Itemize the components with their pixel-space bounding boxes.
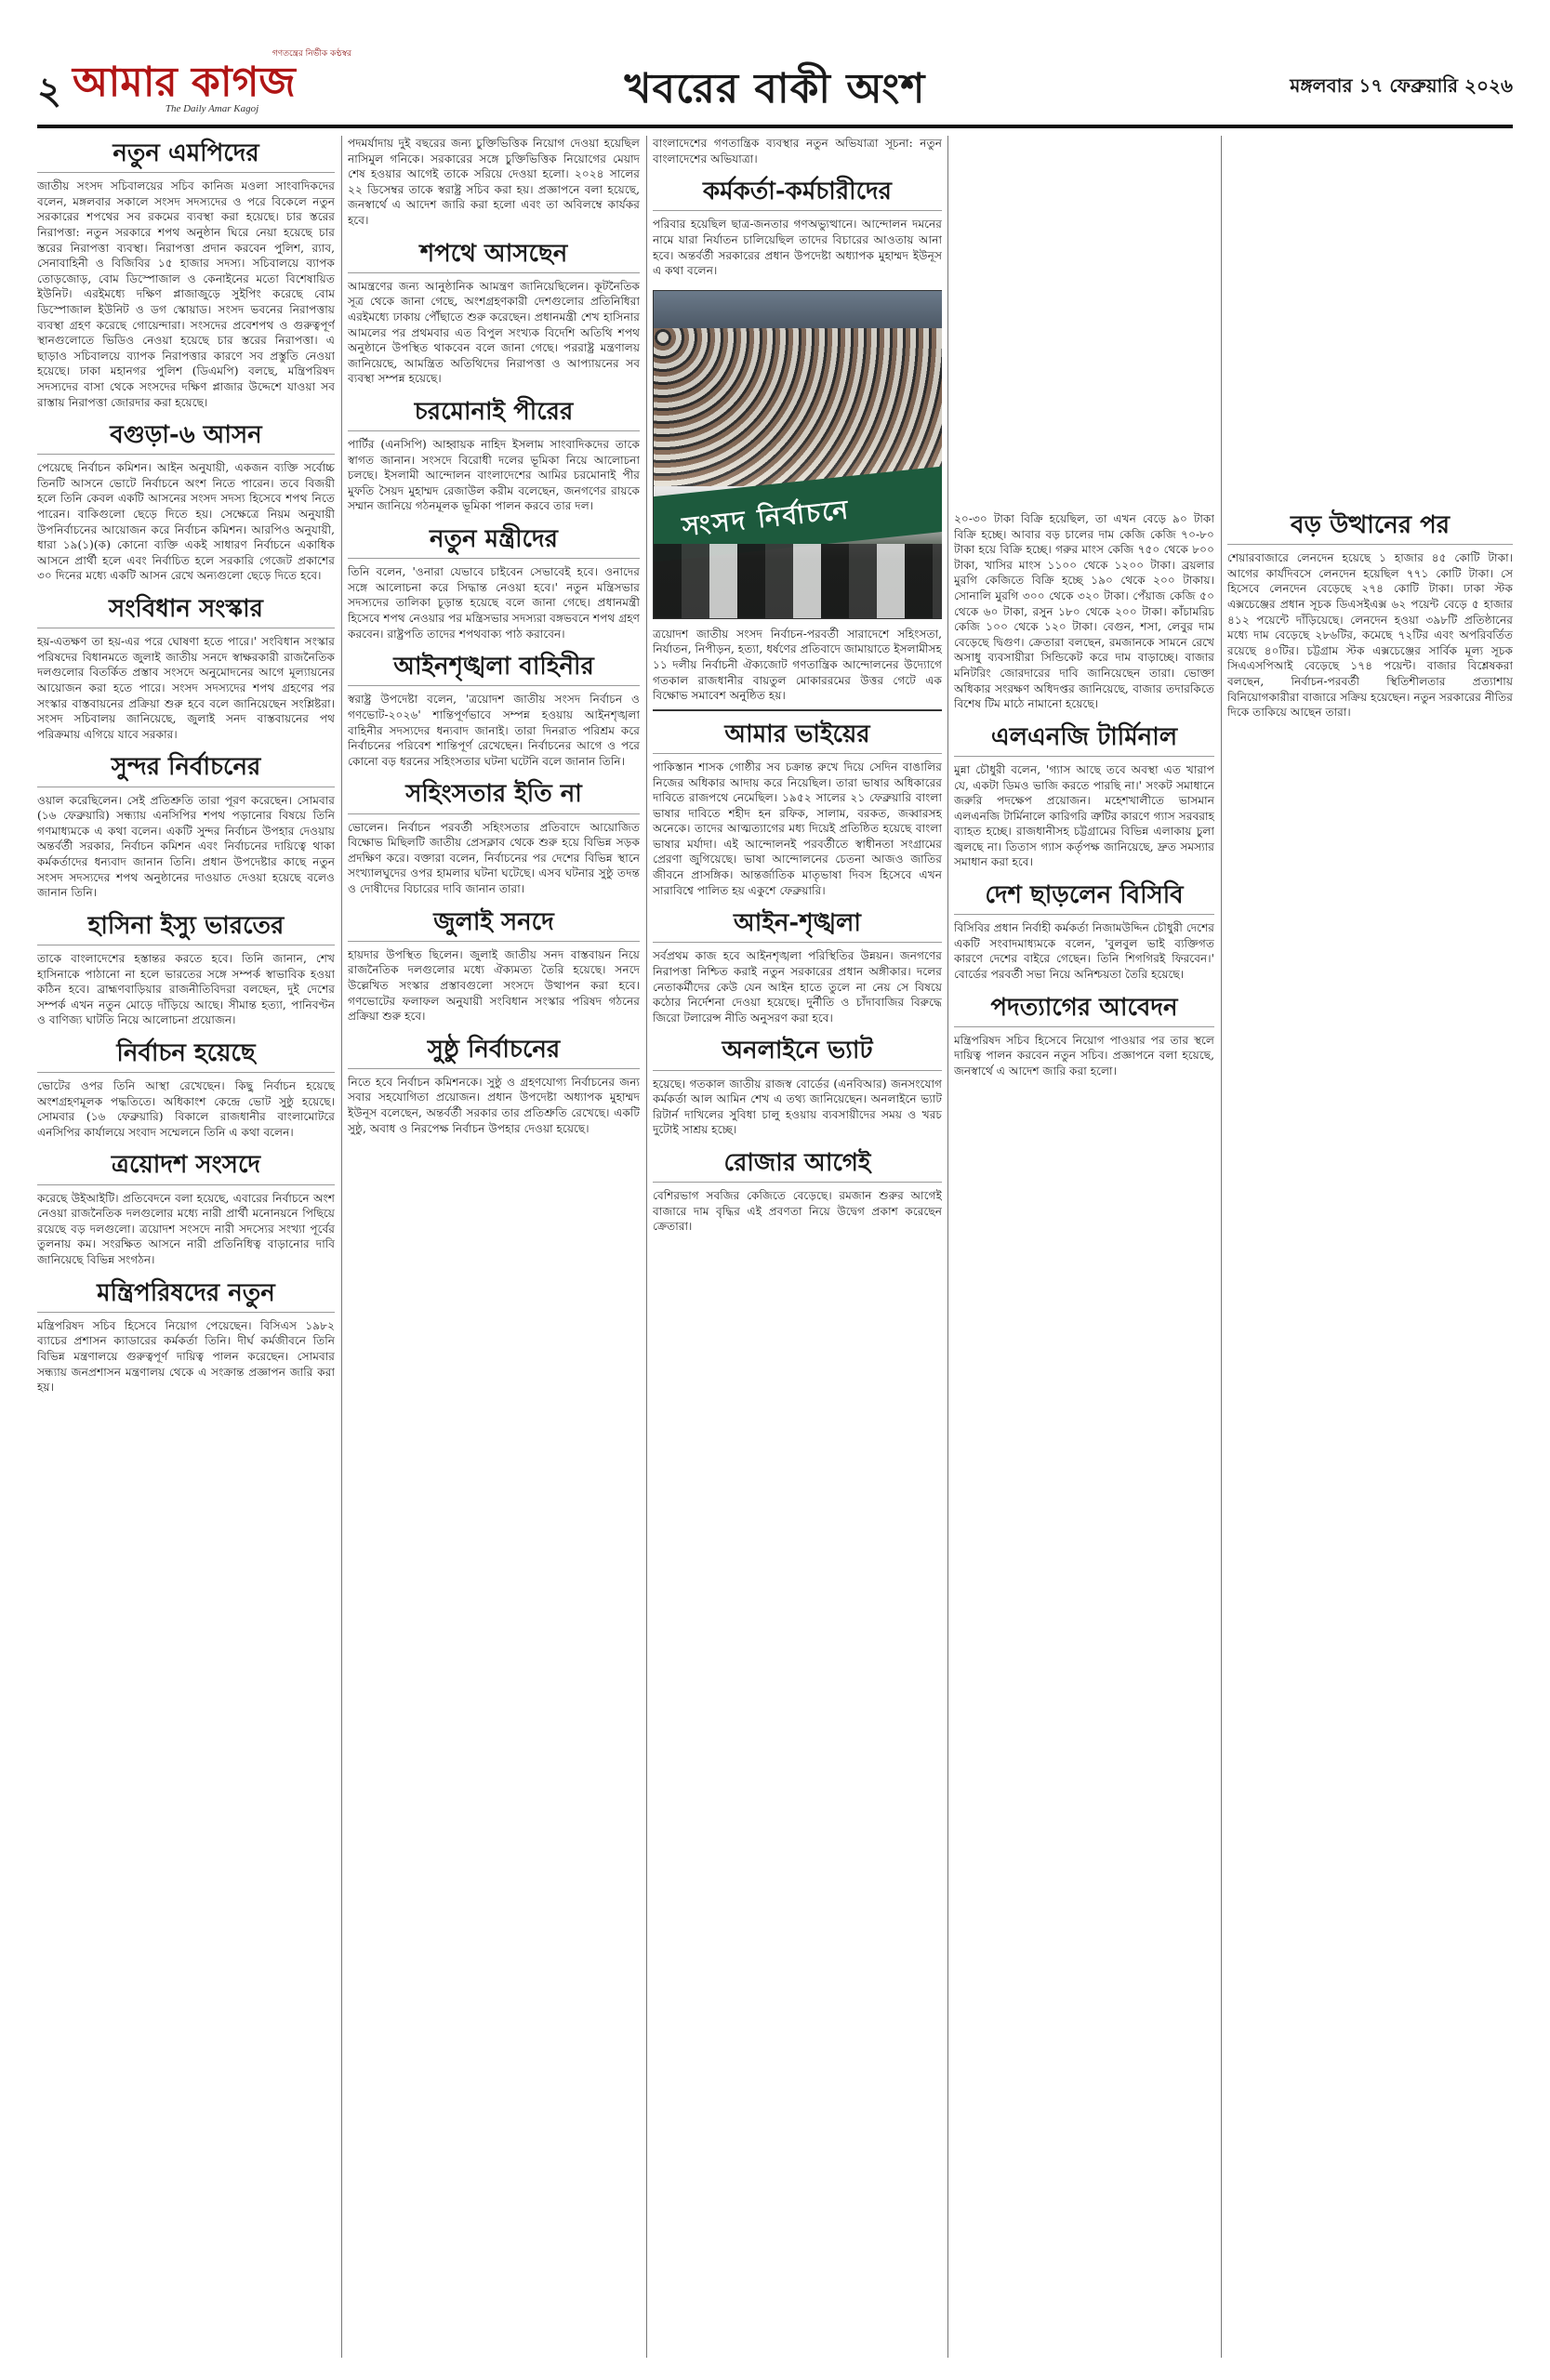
article-body: বেশিরভাগ সবজির কেজিতে বেড়েছে। রমজান শুরুর আগেই বাজারে দাম বৃদ্ধির এই প্রবণতা নিয়ে উদ্বেগ প্রকাশ করেছেন ক্রেতারা। — [653, 1189, 942, 1234]
article — [348, 1036, 640, 1137]
article-body: পার্টির (এনসিপি) আহ্বায়ক নাহিদ ইসলাম সাংবাদিকদের তাকে স্বাগত জানান। সংসদে বিরোধী দলের ভূমিকা নিয়ে আলোচনা চলছে। ইসলামী আন্দোলন বাংলাদেশের আমির চরমোনাই পীর মুফতি সৈয়দ মুহাম্মদ রেজাউল করীম বলেছেন, জনগণের রায়কে সম্মান জানিয়ে গঠনমূলক ভূমিকা পালন করবে তার দল। — [348, 438, 640, 513]
photo-caption: ত্রয়োদশ জাতীয় সংসদ নির্বাচন-পরবর্তী সারাদেশে সহিংসতা, নির্যাতন, নিপীড়ন, হত্যা, ধর্ষণের প্রতিবাদে জামায়াতে ইসলামীসহ ১১ দলীয় নির্বাচনী ঐক্যজোট গণতান্ত্রিক আন্দোলনের উদ্যোগে গতকাল রাজধানীর বায়তুল মোকাররমের উত্তর গেটে এক বিক্ষোভ সমাবেশ অনুষ্ঠিত হয়। — [653, 627, 942, 711]
column-2 — [348, 136, 640, 2358]
article — [348, 525, 640, 641]
article-body: বাংলাদেশের গণতান্ত্রিক ব্যবস্থার নতুন অভিযাত্রা সূচনা: নতুন বাংলাদেশের অভিযাত্রা। — [653, 137, 942, 165]
article — [954, 511, 1214, 712]
article — [37, 139, 335, 410]
article-body: মন্ত্রিপরিষদ সচিব হিসেবে নিয়োগ পাওয়ার পর তার স্থলে দায়িত্ব পালন করবেন নতুন সচিব। প্রজ্ঞাপনে বলা হয়েছে, জনস্বার্থে এ আদেশ জারি করা হলো। — [954, 1033, 1214, 1078]
article-headline[interactable]: নতুন এমপিদের — [37, 139, 335, 173]
masthead — [37, 41, 1513, 128]
photo-foreground — [654, 544, 942, 618]
article-body: হয়-এতক্ষণ তা হয়-এর পরে ঘোষণা হতে পারে।' সংবিধান সংস্কার পরিষদের বিধানমতে জুলাই জাতীয় সনদে স্বাক্ষরকারী রাজনৈতিক দলগুলোর বিতর্কিত প্রস্তাব সংসদে অনুমোদনের আগে মূল্যায়নের আয়োজন করা হতে পারে। সংসদ সদস্যদের শপথ গ্রহণের পর সংস্কার বাস্তবায়নের প্রক্রিয়া শুরু হবে বলে জানিয়েছেন সংশ্লিষ্টরা। সংসদ সচিবালয় জানিয়েছে, জুলাই সনদ বাস্তবায়নের পথ পরিক্রমায় এগিয়ে যাবে সরকার। — [37, 635, 335, 741]
article-headline[interactable]: বগুড়া-৬ আসন — [37, 421, 335, 455]
article — [653, 178, 942, 279]
article — [37, 912, 335, 1028]
article — [348, 240, 640, 387]
article — [653, 721, 942, 899]
article-body: মুন্না চৌধুরী বলেন, 'গ্যাস আছে তবে অবস্থা এত খারাপ যে, একটা ডিমও ভাজি করতে পারছি না।' সংকট সমাধানে জরুরি পদক্ষেপ প্রয়োজন। মহেশখালীতে ভাসমান এলএনজি টার্মিনালে কারিগরি ত্রুটির কারণে গ্যাস সরবরাহ ব্যাহত হচ্ছে। রাজধানীসহ চট্টগ্রামের বিভিন্ন এলাকায় চুলা জ্বলছে না। তিতাস গ্যাস কর্তৃপক্ষ জানিয়েছে, দ্রুত সমস্যার সমাধান করা হবে। — [954, 762, 1214, 869]
article-body: নিতে হবে নির্বাচন কমিশনকে। সুষ্ঠু ও গ্রহণযোগ্য নির্বাচনের জন্য সবার সহযোগিতা প্রয়োজন। প্রধান উপদেষ্টা অধ্যাপক মুহাম্মদ ইউনূস বলেছেন, অন্তর্বর্তী সরকার তার প্রতিশ্রুতি রেখেছে। একটি সুষ্ঠু, অবাধ ও নিরপেক্ষ নির্বাচন উপহার দেওয়া হয়েছে। — [348, 1075, 640, 1135]
article-headline[interactable]: সুন্দর নির্বাচনের — [37, 753, 335, 787]
article-headline[interactable]: নতুন মন্ত্রীদের — [348, 525, 640, 559]
article-body: তিনি বলেন, 'ওনারা যেভাবে চাইবেন সেভাবেই হবে। ওনাদের সঙ্গে আলোচনা করে সিদ্ধান্ত নেওয়া হবে।' নতুন মন্ত্রিসভার সদস্যদের তালিকা চূড়ান্ত হয়েছে বলে জানা গেছে। প্রধানমন্ত্রী হিসেবে শপথ নেওয়ার পর মন্ত্রিসভার সদস্যরা বঙ্গভবনে শপথ গ্রহণ করবেন। রাষ্ট্রপতি তাদের শপথবাক্য পাঠ করাবেন। — [348, 565, 640, 641]
article — [954, 994, 1214, 1079]
page-number: ২ — [37, 69, 62, 112]
article-headline[interactable]: রোজার আগেই — [653, 1149, 942, 1183]
article-body: পরিবার হয়েছিল ছাত্র-জনতার গণঅভ্যুত্থানে। আন্দোলন দমনের নামে যারা নির্যাতন চালিয়েছিল তাদের বিচারের আওতায় আনা হবে। অন্তর্বর্তী সরকারের প্রধান উপদেষ্টা অধ্যাপক মুহাম্মদ ইউনূস এ কথা বলেন। — [653, 218, 942, 278]
logo-english: The Daily Amar Kagoj — [165, 103, 259, 114]
article-body: ওয়াল করেছিলেন। সেই প্রতিশ্রুতি তারা পূরণ করেছেন। সোমবার (১৬ ফেব্রুয়ারি) সন্ধ্যায় এনসিপির শপথ পড়ানোর বিষয়ে তিনি গণমাধ্যমকে এ কথা বলেন। একটি সুন্দর নির্বাচন উপহার দেওয়ায় অন্তর্বর্তী সরকার, নির্বাচন কমিশন এবং নির্বাচনের দায়িত্বে থাকা কর্মকর্তাদের ধন্যবাদ জানান তিনি। প্রধান উপদেষ্টার কাছে নতুন সংসদ সদস্যদের শপথ অনুষ্ঠানের দাওয়াত দেওয়া হয়েছে বলেও জানান তিনি। — [37, 793, 335, 900]
column-divider — [1221, 136, 1222, 2358]
article-body: সর্বপ্রথম কাজ হবে আইনশৃঙ্খলা পরিস্থিতির উন্নয়ন। জনগণের নিরাপত্তা নিশ্চিত করাই নতুন সরকারের প্রধান অঙ্গীকার। দলের নেতাকর্মীদের কেউ যেন আইন হাতে তুলে না নেয় সে বিষয়ে কঠোর নির্দেশনা দেওয়া হয়েছে। দুর্নীতি ও চাঁদাবাজির বিরুদ্ধে জিরো টলারেন্স নীতি অনুসরণ করা হবে। — [653, 949, 942, 1025]
column-divider — [947, 136, 948, 2358]
article-headline[interactable]: হাসিনা ইস্যু ভারতের — [37, 912, 335, 945]
article-headline[interactable]: সহিংসতার ইতি না — [348, 780, 640, 813]
article — [348, 136, 640, 229]
article — [348, 908, 640, 1025]
article — [954, 881, 1214, 983]
column-5 — [1227, 136, 1513, 2358]
dateline: মঙ্গলবার ১৭ ফেব্রুয়ারি ২০২৬ — [1290, 74, 1513, 97]
article-headline[interactable]: নির্বাচন হয়েছে — [37, 1039, 335, 1073]
article-headline[interactable]: আইন-শৃঙ্খলা — [653, 909, 942, 943]
article-body: পেয়েছে নির্বাচন কমিশন। আইন অনুযায়ী, একজন ব্যক্তি সর্বোচ্চ তিনটি আসনে ভোটে নির্বাচনে অংশ নিতে পারেন। তবে বিজয়ী হলে তিনি কেবল একটি আসনের সংসদ সদস্য হিসেবে শপথ নিতে পারেন। বাকিগুলো ছেড়ে দিতে হয়। সেক্ষেত্রে নিয়ম অনুযায়ী উপনির্বাচনের আয়োজন করে নির্বাচন কমিশন। আরপিও অনুযায়ী, ধারা ১৯(১)(ক) কোনো ব্যক্তি একই সাধারণ নির্বাচনে একাধিক আসনে প্রার্থী হলে এবং নির্বাচিত হলে সরকারি গেজেট প্রকাশের ৩০ দিনের মধ্যে একটি আসন রেখে অন্যগুলো ছেড়ে দিতে হবে। — [37, 461, 335, 583]
column-3 — [653, 136, 942, 2358]
article-body: তাকে বাংলাদেশের হস্তান্তর করতে হবে। তিনি জানান, শেখ হাসিনাকে পাঠানো না হলে ভারতের সঙ্গে সম্পর্ক স্বাভাবিক হওয়া কঠিন হবে। ব্রাহ্মণবাড়িয়ার রাজনীতিবিদরা বলছেন, দুই দেশের সম্পর্ক এখন নতুন মোড়ে দাঁড়িয়ে আছে। সীমান্ত হত্যা, পানিবণ্টন ও বাণিজ্য ঘাটতি নিয়ে আলোচনা প্রয়োজন। — [37, 951, 335, 1027]
article-body: বিসিবির প্রধান নির্বাহী কর্মকর্তা নিজামউদ্দিন চৌধুরী দেশের একটি সংবাদমাধ্যমকে বলেন, 'বুলবুল ভাই ব্যক্তিগত কারণে দেশের বাইরে গেছেন। তিনি শিগগিরই ফিরবেন।' বোর্ডের পরবর্তী সভা নিয়ে অনিশ্চয়তা তৈরি হয়েছে। — [954, 921, 1214, 982]
article-body: ২০-৩০ টাকা বিক্রি হয়েছিল, তা এখন বেড়ে ৯০ টাকা বিক্রি হচ্ছে। আবার বড় চালের দাম কেজি কেজি ৭০-৮০ টাকা হয়ে বিক্রি হচ্ছে। গরুর মাংস কেজি ৭৫০ থেকে ৮০০ টাকা, খাসির মাংস ১১০০ থেকে ১২০০ টাকা। ব্রয়লার মুরগি কেজিতে বিক্রি হচ্ছে ১৯০ থেকে ২০০ টাকায়। সোনালি মুরগি ৩০০ থেকে ৩২০ টাকা। পেঁয়াজ কেজি ৫০ থেকে ৬০ টাকা, রসুন ১৮০ থেকে ২০০ টাকা। কাঁচামরিচ কেজি ১০০ থেকে ১২০ টাকা। বেগুন, শসা, লেবুর দাম বেড়েছে দ্বিগুণ। ক্রেতারা বলছেন, রমজানকে সামনে রেখে অসাধু ব্যবসায়ীরা সিন্ডিকেট করে দাম বাড়াচ্ছে। বাজার মনিটরিং জোরদারের দাবি জানিয়েছেন তারা। ভোক্তা অধিকার সংরক্ষণ অধিদপ্তর জানিয়েছে, বাজার তদারকিতে বিশেষ টিম মাঠে নামানো হয়েছে। — [954, 512, 1214, 711]
article-body: আমন্ত্রণের জন্য আনুষ্ঠানিক আমন্ত্রণ জানিয়েছিলেন। কূটনৈতিক সূত্র থেকে জানা গেছে, অংশগ্রহণকারী দেশগুলোর প্রতিনিধিরা এরইমধ্যে ঢাকায় পৌঁছাতে শুরু করেছেন। প্রধানমন্ত্রী শেখ হাসিনার আমলের পর প্রথমবার এত বিপুল সংখ্যক বিদেশি অতিথি শপথ অনুষ্ঠানে উপস্থিত থাকবেন বলে জানা গেছে। পররাষ্ট্র মন্ত্রণালয় জানিয়েছে, আমন্ত্রিত অতিথিদের নিরাপত্তা ও আপ্যায়নের সব ব্যবস্থা সম্পন্ন হয়েছে। — [348, 279, 640, 386]
article — [348, 398, 640, 514]
article-body: হায়দার উপস্থিত ছিলেন। জুলাই জাতীয় সনদ বাস্তবায়ন নিয়ে রাজনৈতিক দলগুলোর মধ্যে ঐক্যমত্য তৈরি হয়েছে। সনদে উল্লেখিত সংস্কার প্রস্তাবগুলো সংসদে উত্থাপন করা হবে। গণভোটের ফলাফল অনুযায়ী সংবিধান সংস্কার পরিষদ গঠনের প্রক্রিয়া শুরু হবে। — [348, 947, 640, 1024]
article — [954, 723, 1214, 870]
article — [37, 1039, 335, 1141]
article-headline[interactable]: অনলাইনে ভ্যাট — [653, 1037, 942, 1070]
news-photo[interactable] — [653, 290, 942, 619]
article-body: ভোলেন। নির্বাচন পরবর্তী সহিংসতার প্রতিবাদে আয়োজিত বিক্ষোভ মিছিলটি জাতীয় প্রেসক্লাব থেকে শুরু হয়ে বিভিন্ন সড়ক প্রদক্ষিণ করে। বক্তারা বলেন, নির্বাচনের পর দেশের বিভিন্ন স্থানে সংখ্যালঘুদের ওপর হামলার ঘটনা ঘটেছে। এসব ঘটনার সুষ্ঠু তদন্ত ও দোষীদের বিচারের দাবি জানান তারা। — [348, 820, 640, 895]
article-headline[interactable]: আইনশৃঙ্খলা বাহিনীর — [348, 653, 640, 686]
column-divider — [646, 136, 647, 2358]
article-headline[interactable]: বড় উত্থানের পর — [1227, 511, 1513, 545]
column-1 — [37, 136, 335, 2358]
article-body: করেছে উইআইটি। প্রতিবেদনে বলা হয়েছে, এবারের নির্বাচনে অংশ নেওয়া রাজনৈতিক দলগুলোর মধ্যে নারী প্রার্থী মনোনয়নে পিছিয়ে রয়েছে বড় দলগুলো। ত্রয়োদশ সংসদে নারী সদস্যের সংখ্যা পূর্বের তুলনায় কম। সংরক্ষিত আসনে নারী প্রতিনিধিত্ব বাড়ানোর দাবি জানিয়েছে বিভিন্ন সংগঠন। — [37, 1191, 335, 1266]
article — [37, 1279, 335, 1395]
article — [653, 1037, 942, 1138]
article — [37, 753, 335, 900]
article-body: জাতীয় সংসদ সচিবালয়ের সচিব কানিজ মওলা সাংবাদিকদের বলেন, মঙ্গলবার সকালে সংসদ সদস্যদের ও পরে বিকেলে নতুন সরকারের শপথের সব রকমের ব্যবস্থা করা হয়েছে। চার স্তরের নিরাপত্তা: নতুন সরকারে শপথ অনুষ্ঠান ঘিরে নেয়া হয়েছে চার স্তরের নিরাপত্তা ব্যবস্থা। নিরাপত্তা প্রদান করবেন পুলিশ, র‍্যাব, সেনাবাহিনী ও বিজিবির ১৫ হাজার সদস্য। সচিবালয়ে ব্যাপক তোড়জোড়, বোম ডিস্পোজাল ও কেনাইনের মতো বিশেষায়িত ইউনিট। এরইমধ্যে দক্ষিণ প্লাজাজুড়ে সুইপিং করেছে বোম ডিস্পোজাল ইউনিট ও ডগ স্কোয়াড। সংসদ ভবনের নিরাপত্তায় ব্যবস্থা গ্রহণ করেছে গোয়েন্দারা। সংসদের প্রবেশপথ ও গুরুত্বপূর্ণ স্থানগুলোতে ভিডিও নেওয়া হয়েছে চার স্তরের নিরাপত্তা। এ ছাড়াও সচিবালয়ে ব্যাপক নিরাপত্তার কারণে সব প্রস্তুতি নেওয়া হয়েছে। ঢাকা মহানগর পুলিশ (ডিএমপি) বলছে, মন্ত্রিপরিষদ সদস্যদের বাসা থেকে সংসদের দক্ষিণ প্লাজার উদ্দেশে যাওয়া সব রাস্তায় নিরাপত্তা জোরদার করা হয়েছে। — [37, 179, 335, 409]
article-body: ভোটের ওপর তিনি আস্থা রেখেছেন। কিছু নির্বাচন হয়েছে অংশগ্রহণমূলক পদ্ধতিতে। অধিকাংশ কেন্দ্রে ভোট সুষ্ঠু হয়েছে। সোমবার (১৬ ফেব্রুয়ারি) বিকালে রাজধানীর বাংলামোটরে এনসিপির কার্যালয়ে সংবাদ সম্মেলনে তিনি এ কথা বলেন। — [37, 1079, 335, 1139]
article-headline[interactable]: এলএনজি টার্মিনাল — [954, 723, 1214, 757]
article-headline[interactable]: আমার ভাইয়ের — [653, 721, 942, 754]
article — [348, 653, 640, 769]
article-body: পদমর্যাদায় দুই বছরের জন্য চুক্তিভিত্তিক নিয়োগ দেওয়া হয়েছিল নাসিমুল গনিকে। সরকারের সঙ্গে চুক্তিভিত্তিক নিয়োগের মেয়াদ শেষ হওয়ার আগেই তাকে সরিয়ে দেওয়া হলো। ২০২৪ সালের ২২ ডিসেম্বর তাকে স্বরাষ্ট্র সচিব করা হয়। প্রজ্ঞাপনে বলা হয়েছে, জনস্বার্থে এ আদেশ জারি করা হলো এবং তা অবিলম্বে কার্যকর হবে। — [348, 137, 640, 227]
article — [37, 1151, 335, 1267]
article-body: পাকিস্তান শাসক গোষ্ঠীর সব চক্রান্ত রুখে দিয়ে সেদিন বাঙালির নিজের অধিকার আদায় করে নিয়েছিল। তারা ভাষার অধিকারের দাবিতে রাজপথে নেমেছিল। ১৯৫২ সালের ২১ ফেব্রুয়ারি বাংলা ভাষার দাবিতে শহীদ হন রফিক, সালাম, বরকত, জব্বারসহ অনেকে। তাদের আত্মত্যাগের মধ্য দিয়েই প্রতিষ্ঠিত হয়েছে বাংলা ভাষার মর্যাদা। এই আন্দোলনই পরবর্তীতে স্বাধীনতা সংগ্রামের প্রেরণা জুগিয়েছে। ভাষা আন্দোলনের চেতনা আজও জাতির জীবনে প্রাসঙ্গিক। আন্তর্জাতিক মাতৃভাষা দিবস হিসেবে এখন সারাবিশ্বে পালিত হয় একুশে ফেব্রুয়ারি। — [653, 760, 942, 897]
logo-name: আমার কাগজ — [73, 59, 296, 106]
article — [37, 421, 335, 584]
article-body: মন্ত্রিপরিষদ সচিব হিসেবে নিয়োগ পেয়েছেন। বিসিএস ১৯৮২ ব্যাচের প্রশাসন ক্যাডারের কর্মকর্তা তিনি। দীর্ঘ কর্মজীবনে তিনি বিভিন্ন মন্ত্রণালয়ে গুরুত্বপূর্ণ দায়িত্ব পালন করেছেন। সোমবার সন্ধ্যায় জনপ্রশাসন মন্ত্রণালয় থেকে এ সংক্রান্ত প্রজ্ঞাপন জারি করা হয়। — [37, 1318, 335, 1395]
logo-tagline: গণতন্ত্রের নির্ভীক কণ্ঠস্বর — [272, 49, 351, 59]
article-headline[interactable]: দেশ ছাড়লেন বিসিবি — [954, 881, 1214, 915]
article-headline[interactable]: সংবিধান সংস্কার — [37, 595, 335, 628]
article-headline[interactable]: জুলাই সনদে — [348, 908, 640, 942]
article — [348, 780, 640, 896]
article-headline[interactable]: চরমোনাই পীরের — [348, 398, 640, 431]
article-body: শেয়ারবাজারে লেনদেন হয়েছে ১ হাজার ৪৫ কোটি টাকা। আগের কার্যদিবসে লেনদেন হয়েছিল ৭৭১ কোটি টাকা। সে হিসেবে লেনদেন বেড়েছে ২৭৪ কোটি টাকা। ঢাকা স্টক এক্সচেঞ্জের প্রধান সূচক ডিএসইএক্স ৬২ পয়েন্ট বেড়ে ৫ হাজার ৪১২ পয়েন্টে দাঁড়িয়েছে। লেনদেন হওয়া ৩৯৮টি প্রতিষ্ঠানের মধ্যে দাম বেড়েছে ২৮৬টির, কমেছে ৭২টির এবং অপরিবর্তিত রয়েছে ৪০টির। চট্টগ্রাম স্টক এক্সচেঞ্জের সার্বিক মূল্য সূচক সিএএসপিআই বেড়েছে ১৭৪ পয়েন্ট। বাজার বিশ্লেষকরা বলছেন, নির্বাচন-পরবর্তী স্থিতিশীলতার প্রত্যাশায় বিনিয়োগকারীরা বাজারে সক্রিয় হয়েছেন। নতুন সরকারের নীতির দিকে তাকিয়ে আছেন তারা। — [1227, 551, 1513, 720]
column-divider — [341, 136, 342, 2358]
article-headline[interactable]: কর্মকর্তা-কর্মচারীদের — [653, 178, 942, 211]
article-headline[interactable]: সুষ্ঠু নির্বাচনের — [348, 1036, 640, 1069]
article — [653, 136, 942, 166]
article-body: স্বরাষ্ট্র উপদেষ্টা বলেন, 'ত্রয়োদশ জাতীয় সংসদ নির্বাচন ও গণভোট-২০২৬' শান্তিপূর্ণভাবে সম্পন্ন হওয়ায় আইনশৃঙ্খলা বাহিনীর সদস্যদের ধন্যবাদ জানাই। তারা দিনরাত পরিশ্রম করে নির্বাচনের পরিবেশ শান্তিপূর্ণ রেখেছেন। নির্বাচনের আগে ও পরে কোনো বড় ধরনের সহিংসতার ঘটনা ঘটেনি বলে জানান তিনি। — [348, 693, 640, 768]
article — [37, 595, 335, 742]
photo-crowd — [654, 328, 942, 486]
article-headline[interactable]: মন্ত্রিপরিষদের নতুন — [37, 1279, 335, 1313]
article-body: হয়েছে। গতকাল জাতীয় রাজস্ব বোর্ডের (এনবিআর) জনসংযোগ কর্মকর্তা আল আমিন শেখ এ তথ্য জানিয়েছেন। অনলাইনে ভ্যাট রিটার্ন দাখিলের সুবিধা চালু হওয়ায় ব্যবসায়ীদের সময় ও খরচ দুটোই সাশ্রয় হচ্ছে। — [653, 1077, 942, 1137]
banner-text: সংসদ নির্বাচনে — [681, 494, 852, 542]
article — [653, 1149, 942, 1235]
article-headline[interactable]: ত্রয়োদশ সংসদে — [37, 1151, 335, 1184]
article-headline[interactable]: পদত্যাগের আবেদন — [954, 994, 1214, 1027]
article — [653, 909, 942, 1025]
article-headline[interactable]: শপথে আসছেন — [348, 240, 640, 273]
section-title: খবরের বাকী অংশ — [624, 65, 926, 112]
article — [1227, 511, 1513, 721]
column-4 — [954, 136, 1214, 2358]
